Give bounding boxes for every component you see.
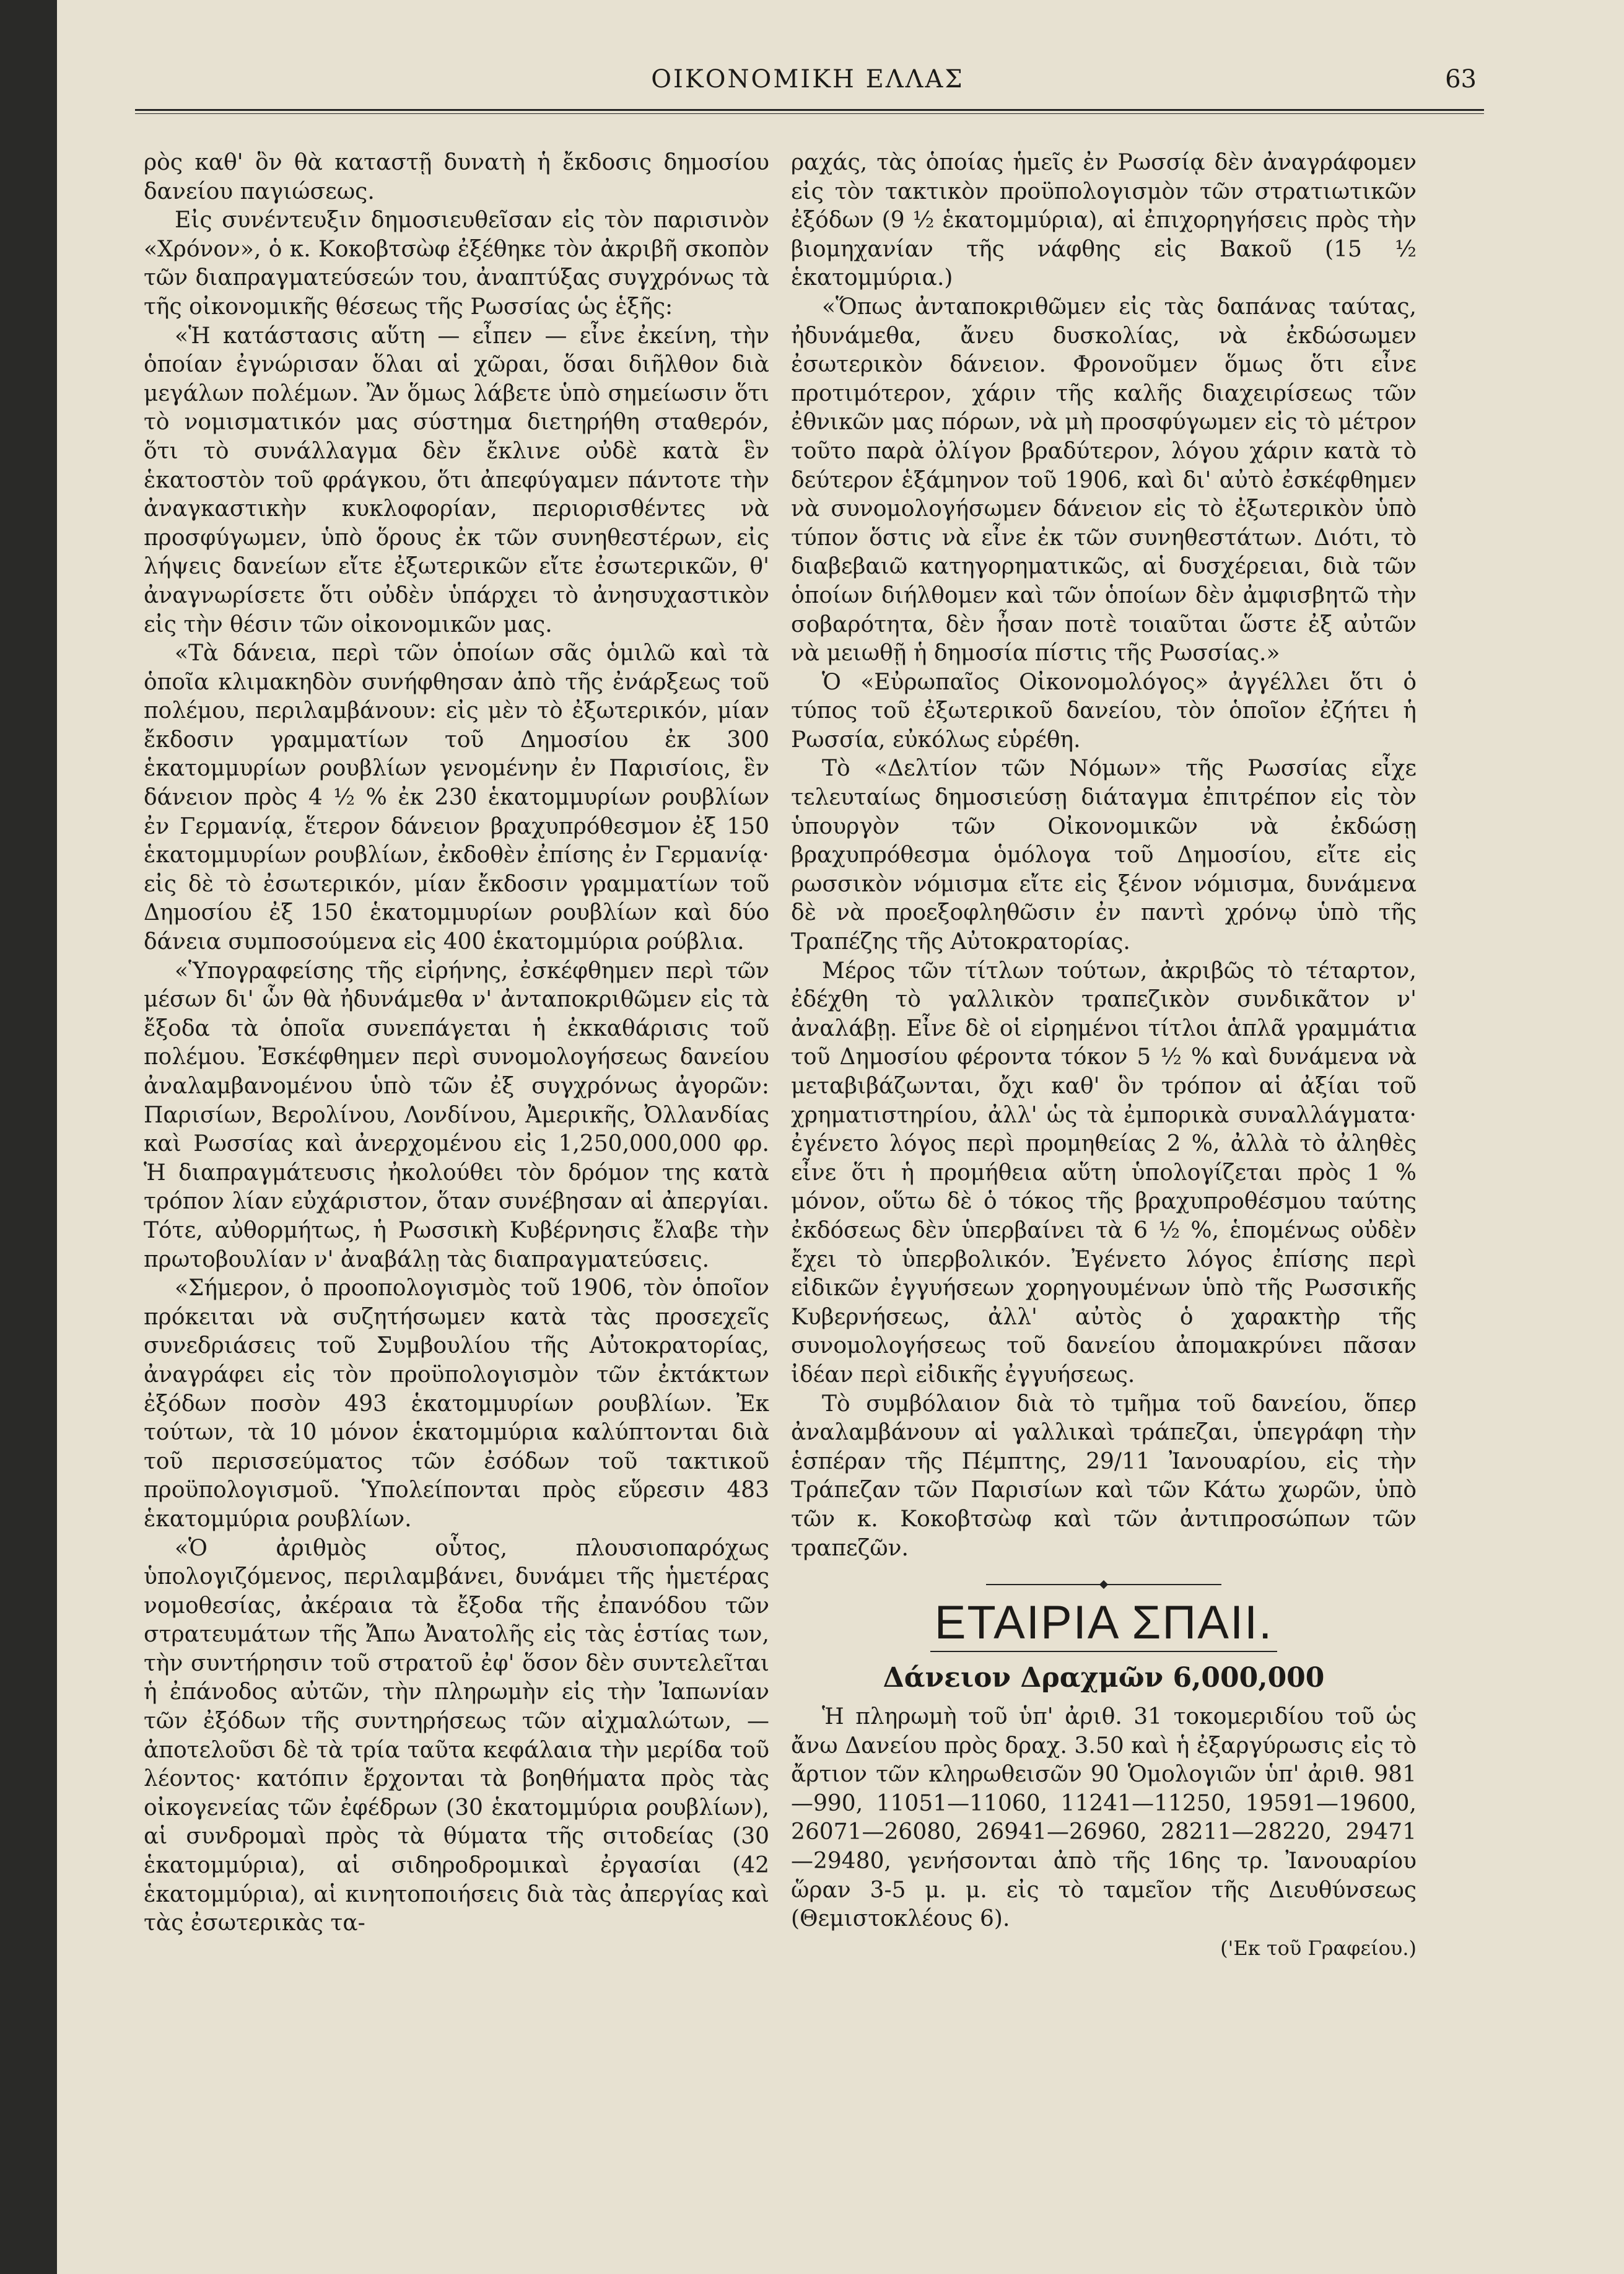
paragraph: ραχάς, τὰς ὁποίας ἡμεῖς ἐν Ρωσσίᾳ δὲν ἀναγράφομεν εἰς τὸν τακτικὸν προϋπολογισμὸν τῶν στρατιωτικῶν ἐξόδων (9 ½ ἑκατομμύρια), αἱ ἐπιχορηγήσεις πρὸς τὴν βιομηχανίαν τῆς νάφθης εἰς Βακοῦ (15 ½ ἑκατομμύρια.) [791,150,1417,291]
notice-loan-title: Δάνειον Δραχμῶν 6,000,000 [883,1662,1325,1694]
paragraph: Τὸ συμβόλαιον διὰ τὸ τμῆμα τοῦ δανείου, ὅπερ ἀναλαμβάνουν αἱ γαλλικαὶ τράπεζαι, ὑπεγράφη τὴν ἑσπέραν τῆς Πέμπτης, 29/11 Ἰανουαρίου, εἰς τὴν Τράπεζαν τῶν Παρισίων καὶ τῶν Κάτω χωρῶν, ὑπὸ τῶν κ. Κοκοβτσὼφ καὶ τῶν ἀντιπροσώπων τῶν τραπεζῶν. [791,1391,1417,1561]
paragraph: Ὁ «Εὐρωπαῖος Οἰκονομολόγος» ἀγγέλλει ὅτι ὁ τύπος τοῦ ἐξωτερικοῦ δανείου, τὸν ὁποῖον ἐζήτει ἡ Ρωσσία, εὐκόλως εὑρέθη. [791,669,1417,753]
page-header [139,65,1477,108]
section-separator [986,1584,1221,1585]
paragraph: Μέρος τῶν τίτλων τούτων, ἀκριβῶς τὸ τέταρτον, ἐδέχθη τὸ γαλλικὸν τραπεζικὸν συνδικᾶτον ν' ἀναλάβῃ. Εἶνε δὲ οἱ εἰρημένοι τίτλοι ἁπλᾶ γραμμάτια τοῦ Δημοσίου φέροντα τόκον 5 ½ % καὶ δυνάμενα νὰ μεταβιβάζωνται, ὄχι καθ' ὃν τρόπον αἱ ἀξίαι τοῦ χρηματιστηρίου, ἀλλ' ὡς τὰ ἐμπορικὰ συναλλάγματα· ἐγένετο λόγος περὶ προμηθείας 2 %, ἀλλὰ τὸ ἀληθὲς εἶνε ὅτι ἡ προμήθεια αὕτη ὑπολογίζεται πρὸς 1 % μόνον, οὕτω δὲ ὁ τόκος τῆς βραχυπροθέσμου ταύτης ἐκδόσεως δὲν ὑπερβαίνει τὰ 6 ½ %, ἑπομένως οὐδὲν ἔχει τὸ ὑπερβολικόν. Ἐγένετο λόγος ἐπίσης περὶ εἰδικῶν ἐγγυήσεων χορηγουμένων ὑπὸ τῆς Ρωσσικῆς Κυβερνήσεως, ἀλλ' αὐτὸς ὁ χαρακτὴρ τῆς συνομολογήσεως τοῦ δανείου ἀπομακρύνει πᾶσαν ἰδέαν περὶ εἰδικῆς ἐγγυήσεως. [791,958,1417,1388]
newspaper-page [57,0,1624,2274]
right-column [791,149,1417,1962]
page-number: 63 [1445,65,1477,94]
paragraph: «Ὁ ἀριθμὸς οὗτος, πλουσιοπαρόχως ὑπολογιζόμενος, περιλαμβάνει, δυνάμει τῆς ἡμετέρας νομοθεσίας, ἀκέραια τὰ ἔξοδα τῆς ἐπανόδου τῶν στρατευμάτων τῆς Ἄπω Ἀνατολῆς εἰς τὰς ἑστίας των, τὴν συντήρησιν τοῦ στρατοῦ ἐφ' ὅσον δὲν συντελεῖται ἡ ἐπάνοδος αὐτῶν, τὴν πληρωμὴν εἰς τὴν Ἰαπωνίαν τῶν ἐξόδων τῆς συντηρήσεως τῶν αἰχμαλώτων, — ἀποτελοῦσι δὲ τὰ τρία ταῦτα κεφάλαια τὴν μερίδα τοῦ λέοντος· κατόπιν ἔρχονται τὰ βοηθήματα πρὸς τὰς οἰκογενείας τῶν ἐφέδρων (30 ἑκατομμύρια ρουβλίων), αἱ συνδρομαὶ πρὸς τὰ θύματα τῆς σιτοδείας (30 ἑκατομμύρια), αἱ σιδηροδρομικαὶ ἐργασίαι (42 ἑκατομμύρια), αἱ κινητοποιήσεις διὰ τὰς ἀπεργίας καὶ τὰς ἐσωτερικὰς τα- [144,1535,769,1936]
notice-source: ('Εκ τοῦ Γραφείου.) [1220,1936,1417,1960]
left-column [144,149,769,1938]
notice-company-title: ΕΤΑΙΡΙΑ ΣΠΑΙΙ. [930,1595,1277,1652]
paragraph: «Σήμερον, ὁ προοπολογισμὸς τοῦ 1906, τὸν ὁποῖον πρόκειται νὰ συζητήσωμεν κατὰ τὰς προσεχεῖς συνεδριάσεις τοῦ Συμβουλίου τῆς Αὐτοκρατορίας, ἀναγράφει εἰς τὸν προϋπολογισμὸν τῶν ἐκτάκτων ἐξόδων ποσὸν 493 ἑκατομμυρίων ρουβλίων. Ἐκ τούτων, τὰ 10 μόνον ἑκατομμύρια καλύπτονται διὰ τοῦ περισσεύματος τῶν ἐσόδων τοῦ τακτικοῦ προϋπολογισμοῦ. Ὑπολείπονται πρὸς εὕρεσιν 483 ἑκατομμύρια ρουβλίων. [144,1275,769,1532]
paragraph: ρὸς καθ' ὃν θὰ καταστῇ δυνατὴ ἡ ἔκδοσις δημοσίου δανείου παγιώσεως. [144,150,769,204]
paragraph: «Ὑπογραφείσης τῆς εἰρήνης, ἐσκέφθημεν περὶ τῶν μέσων δι' ὧν θὰ ἠδυνάμεθα ν' ἀνταποκριθῶμεν εἰς τὰ ἔξοδα τὰ ὁποῖα συνεπάγεται ἡ ἐκκαθάρισις τοῦ πολέμου. Ἐσκέφθημεν περὶ συνομολογήσεως δανείου ἀναλαμβανομένου ὑπὸ τῶν ἐξ συγχρόνως ἀγορῶν: Παρισίων, Βερολίνου, Λονδίνου, Ἀμερικῆς, Ὀλλανδίας καὶ Ρωσσίας καὶ ἀνερχομένου εἰς 1,250,000,000 φρ. Ἡ διαπραγμάτευσις ἠκολούθει τὸν δρόμον της κατὰ τρόπον λίαν εὐχάριστον, ὅταν συνέβησαν αἱ ἀπεργίαι. Τότε, αὐθορμήτως, ἡ Ρωσσικὴ Κυβέρνησις ἔλαβε τὴν πρωτοβουλίαν ν' ἀναβάλῃ τὰς διαπραγματεύσεις. [144,958,769,1272]
header-rule [135,109,1484,114]
paragraph: «Ἡ κατάστασις αὕτη — εἶπεν — εἶνε ἐκείνη, τὴν ὁποίαν ἐγνώρισαν ὅλαι αἱ χῶραι, ὅσαι διῆλθον διὰ μεγάλων πολέμων. Ἂν ὅμως λάβετε ὑπὸ σημείωσιν ὅτι τὸ νομισματικόν μας σύστημα διετηρήθη σταθερόν, ὅτι τὸ συνάλλαγμα δὲν ἔκλινε οὐδὲ κατὰ ἓν ἑκατοστὸν τοῦ φράγκου, ὅτι ἀπεφύγαμεν πάντοτε τὴν ἀναγκαστικὴν κυκλοφορίαν, περιορισθέντες νὰ προσφύγωμεν, ὑπὸ ὅρους ἐκ τῶν συνηθεστέρων, εἰς λήψεις δανείων εἴτε ἐξωτερικῶν εἴτε ἐσωτερικῶν, θ' ἀναγνωρίσετε ὅτι οὐδὲν ὑπάρχει τὸ ἀνησυχαστικὸν εἰς τὴν θέσιν τῶν οἰκονομικῶν μας. [144,323,769,637]
paragraph: «Τὰ δάνεια, περὶ τῶν ὁποίων σᾶς ὁμιλῶ καὶ τὰ ὁποῖα κλιμακηδὸν συνήφθησαν ἀπὸ τῆς ἐνάρξεως τοῦ πολέμου, περιλαμβάνουν: εἰς μὲν τὸ ἐξωτερικόν, μίαν ἔκδοσιν γραμματίων τοῦ Δημοσίου ἐκ 300 ἑκατομμυρίων ρουβλίων γενομένην ἐν Παρισίοις, ἓν δάνειον πρὸς 4 ½ % ἐκ 230 ἑκατομμυρίων ρουβλίων ἐν Γερμανίᾳ, ἕτερον δάνειον βραχυπρόθεσμον ἐξ 150 ἑκατομμυρίων ρουβλίων, ἐκδοθὲν ἐπίσης ἐν Γερμανίᾳ· εἰς δὲ τὸ ἐσωτερικόν, μίαν ἔκδοσιν γραμματίων τοῦ Δημοσίου ἐξ 150 ἑκατομμυρίων ρουβλίων καὶ δύο δάνεια συμποσούμενα εἰς 400 ἑκατομμύρια ρούβλια. [144,641,769,955]
paragraph: «Ὅπως ἀνταποκριθῶμεν εἰς τὰς δαπάνας ταύτας, ἠδυνάμεθα, ἄνευ δυσκολίας, νὰ ἐκδώσωμεν ἐσωτερικὸν δάνειον. Φρονοῦμεν ὅμως ὅτι εἶνε προτιμότερον, χάριν τῆς καλῆς διαχειρίσεως τῶν ἐθνικῶν μας πόρων, νὰ μὴ προσφύγωμεν εἰς τὸ μέτρον τοῦτο παρὰ ὀλίγον βραδύτερον, λόγου χάριν κατὰ τὸ δεύτερον ἑξάμηνον τοῦ 1906, καὶ δι' αὐτὸ ἐσκέφθημεν νὰ συνομολογήσωμεν δάνειον εἰς τὸ ἐξωτερικὸν ὑπὸ τύπον ὅστις νὰ εἶνε ἐκ τῶν συνηθεστάτων. Διότι, τὸ διαβεβαιῶ κατηγορηματικῶς, αἱ δυσχέρειαι, διὰ τῶν ὁποίων διήλθομεν καὶ τῶν ὁποίων δὲν ἀμφισβητῶ τὴν σοβαρότητα, δὲν ἦσαν ποτὲ τοιαῦται ὥστε ἐξ αὐτῶν νὰ μειωθῇ ἡ δημοσία πίστις τῆς Ρωσσίας.» [791,294,1417,667]
paragraph: Εἰς συνέντευξιν δημοσιευθεῖσαν εἰς τὸν παρισινὸν «Χρόνον», ὁ κ. Κοκοβτσὼφ ἐξέθηκε τὸν ἀκριβῆ σκοπὸν τῶν διαπραγματεύσεών του, ἀναπτύξας συγχρόνως τὰ τῆς οἰκονομικῆς θέσεως τῆς Ρωσσίας ὡς ἑξῆς: [144,208,769,320]
paragraph: Τὸ «Δελτίον τῶν Νόμων» τῆς Ρωσσίας εἶχε τελευταίως δημοσιεύσῃ διάταγμα ἐπιτρέπον εἰς τὸν ὑπουργὸν τῶν Οἰκονομικῶν νὰ ἐκδώσῃ βραχυπρόθεσμα ὁμόλογα τοῦ Δημοσίου, εἴτε εἰς ρωσσικὸν νόμισμα εἴτε εἰς ξένον νόμισμα, δυνάμενα δὲ νὰ προεξοφληθῶσιν ἐν παντὶ χρόνῳ ὑπὸ τῆς Τραπέζης τῆς Αὐτοκρατορίας. [791,756,1417,955]
running-title: ΟΙΚΟΝΟΜΙΚΗ ΕΛΛΑΣ [651,65,964,94]
notice-body: Ἡ πληρωμὴ τοῦ ὑπ' ἀριθ. 31 τοκομεριδίου τοῦ ὡς ἄνω Δανείου πρὸς δραχ. 3.50 καὶ ἡ ἐξαργύρωσις εἰς τὸ ἄρτιον τῶν κληρωθεισῶν 90 Ὁμολογιῶν ὑπ' ἀριθ. 981—990, 11051—11060, 11241—11250, 19591—19600, 26071—26080, 26941—26960, 28211—28220, 29471—29480, γενήσονται ἀπὸ τῆς 16ης τρ. Ἰανουαρίου ὥραν 3-5 μ. μ. εἰς τὸ ταμεῖον τῆς Διευθύνσεως (Θεμιστοκλέους 6). [791,1704,1417,1932]
